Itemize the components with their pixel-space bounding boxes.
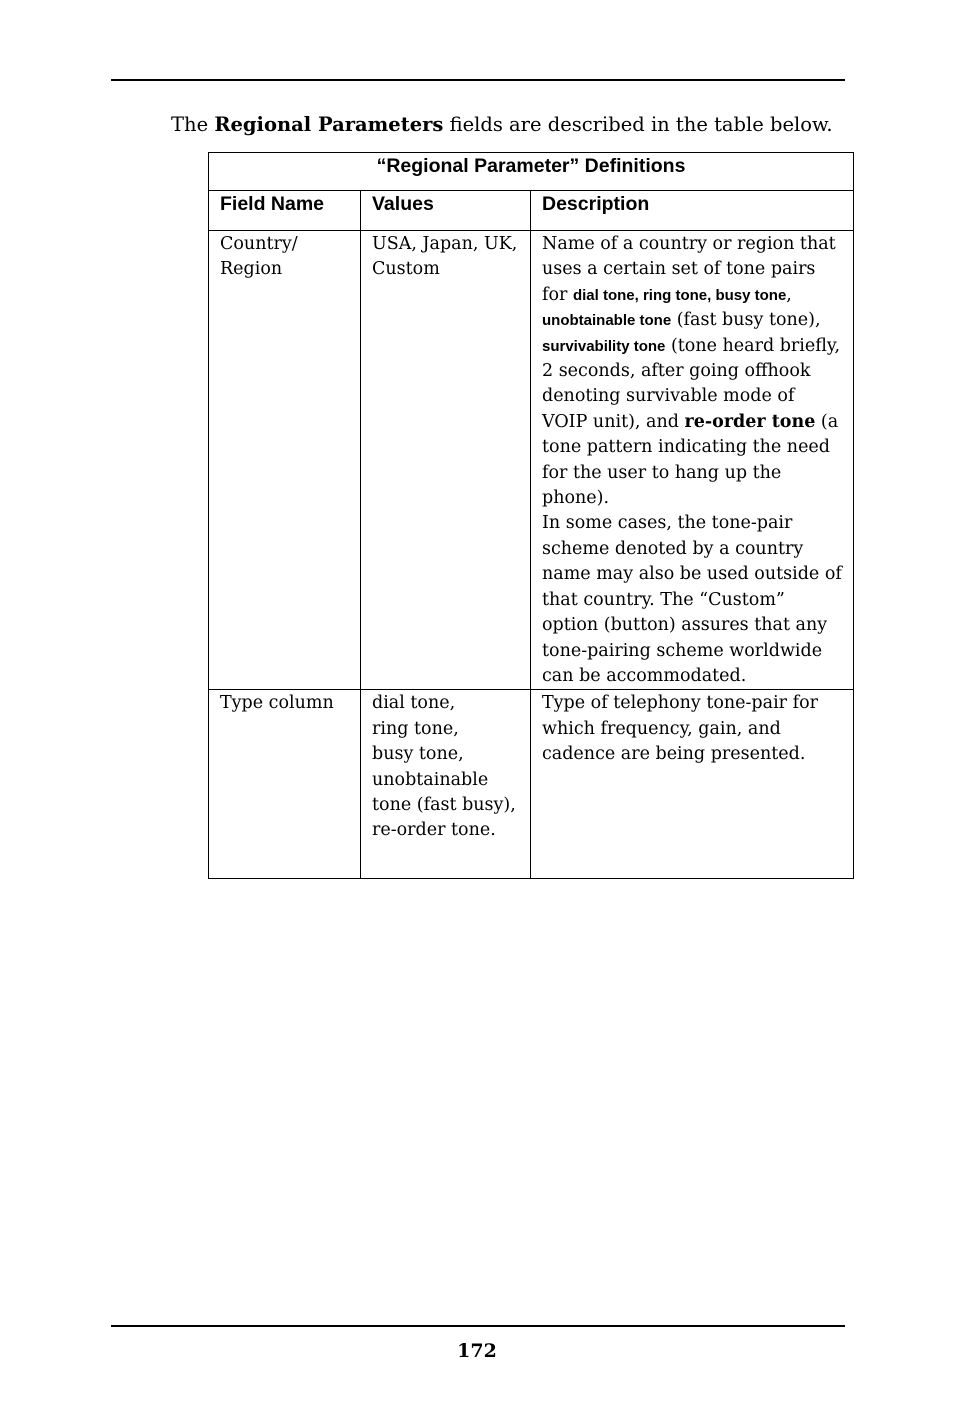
cell-description: Type of telephony tone-pair for which frequency, gain, and cadence are being presented. [531,690,854,879]
desc-term-unobtainable: unobtainable tone [542,312,672,330]
header-values: Values [361,191,531,231]
intro-bold-term: Regional Parameters [214,113,444,136]
footer-rule [111,1325,845,1327]
value-item: tone (fast busy), [372,794,516,815]
value-item: busy tone, [372,744,464,765]
cell-description [531,231,854,690]
page-number: 172 [457,1340,497,1362]
table-caption: “Regional Parameter” Definitions [209,153,854,191]
value-item: dial tone, [372,693,456,714]
header-field-name: Field Name [209,191,361,231]
desc-term-reorder: re-order tone [684,411,816,432]
table-row [209,690,854,879]
intro-suffix: fields are described in the table below. [443,113,833,136]
desc-text: (a tone pattern indicating the need for the user to hang up the phone). [542,411,839,509]
cell-values [361,690,531,879]
intro-paragraph [171,113,833,136]
value-item: unobtainable [372,769,489,790]
value-item: re-order tone. [372,820,496,841]
desc-text: (fast busy tone), [671,310,821,331]
desc-text: , [786,284,792,305]
desc-text: (tone heard briefly, 2 seconds, after going offhook denoting survivable mode of VOIP unit), and [542,335,841,432]
cell-field-name: Type column [209,690,361,879]
header-description: Description [531,191,854,231]
desc-term-tones: dial tone, ring tone, busy tone [572,286,787,304]
table-row [209,231,854,690]
header-rule [111,79,845,81]
regional-parameter-table [208,152,854,879]
cell-values: USA, Japan, UK, Custom [361,231,531,690]
desc-text: Name of a country or region that uses a certain set of tone pairs for [542,234,836,305]
desc-paragraph-2: In some cases, the tone-pair scheme denoted by a country name may also be used outside of that country. The “Custom” option (button) assures that any tone-pairing scheme worldwide can be accommodated. [542,513,842,686]
cell-field-name: Country/ Region [209,231,361,690]
value-item: ring tone, [372,718,459,739]
desc-term-survivability: survivability tone [542,337,666,355]
intro-prefix: The [171,113,215,136]
